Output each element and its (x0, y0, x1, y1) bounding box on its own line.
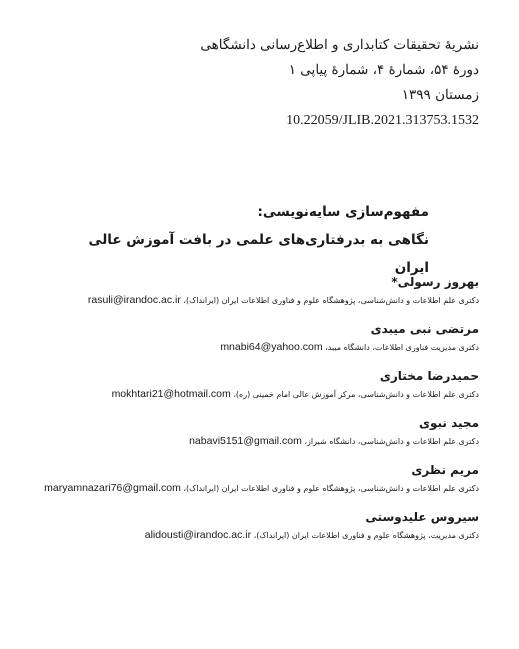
author-name: سیروس علیدوستی (365, 510, 479, 524)
author-affiliation (9, 387, 479, 402)
author-block (9, 272, 479, 319)
affiliation-text: دکتری علم اطلاعات و دانش‌شناسی، پژوهشگاه علوم و فناوری اطلاعات ایران (ایرانداک)، (183, 484, 479, 493)
author-block (9, 507, 479, 554)
affiliation-text: دکتری علم اطلاعات و دانش‌شناسی، پژوهشگاه علوم و فناوری اطلاعات ایران (ایرانداک)، (183, 296, 479, 305)
author-email: rasuli@irandoc.ac.ir (87, 294, 181, 306)
author-name: بهروز رسولی* (391, 275, 479, 289)
paper-title (69, 198, 429, 282)
author-affiliation (9, 434, 479, 449)
author-email: mnabi64@yahoo.com (220, 341, 323, 353)
author-block (9, 413, 479, 460)
journal-header (39, 33, 479, 133)
journal-name: نشریهٔ تحقیقات کتابداری و اطلاع‌رسانی دانشگاهی (200, 37, 479, 53)
affiliation-text: دکتری علم اطلاعات و دانش‌شناسی، مرکز آموزش عالی امام خمینی (ره)، (233, 390, 479, 399)
affiliation-text: دکتری علم اطلاعات و دانش‌شناسی، دانشگاه شیراز، (304, 437, 479, 446)
author-name: مرتضی نبی میبدی (370, 322, 479, 336)
title-line-2: نگاهی به بدرفتاری‌های علمی در بافت آموزش عالی ایران (88, 232, 429, 276)
journal-issue: دورهٔ ۵۴، شمارهٔ ۴، شمارهٔ پیاپی ۱ (288, 62, 479, 78)
author-name: مجید نبوی (418, 416, 479, 430)
author-affiliation (9, 340, 479, 355)
author-name: حمیدرضا مختاری (379, 369, 479, 383)
author-block (9, 319, 479, 366)
title-line-1: مفهوم‌سازی سایه‌نویسی: (257, 204, 429, 220)
author-affiliation (9, 293, 479, 308)
author-email: mokhtari21@hotmail.com (111, 388, 231, 400)
author-email: maryamnazari76@gmail.com (44, 482, 181, 494)
doi: 10.22059/JLIB.2021.313753.1532 (286, 113, 479, 128)
journal-season: زمستان ۱۳۹۹ (401, 87, 479, 103)
affiliation-text: دکتری مدیریت، پژوهشگاه علوم و فناوری اطلاعات ایران (ایرانداک)، (253, 531, 479, 540)
author-list (9, 272, 479, 554)
affiliation-text: دکتری مدیریت فناوری اطلاعات، دانشگاه میبد، (325, 343, 479, 352)
author-affiliation (9, 481, 479, 496)
author-block (9, 460, 479, 507)
author-name: مریم نظری (411, 463, 479, 477)
author-email: alidousti@irandoc.ac.ir (144, 529, 252, 541)
author-affiliation (9, 528, 479, 543)
author-email: nabavi5151@gmail.com (189, 435, 302, 447)
author-block (9, 366, 479, 413)
